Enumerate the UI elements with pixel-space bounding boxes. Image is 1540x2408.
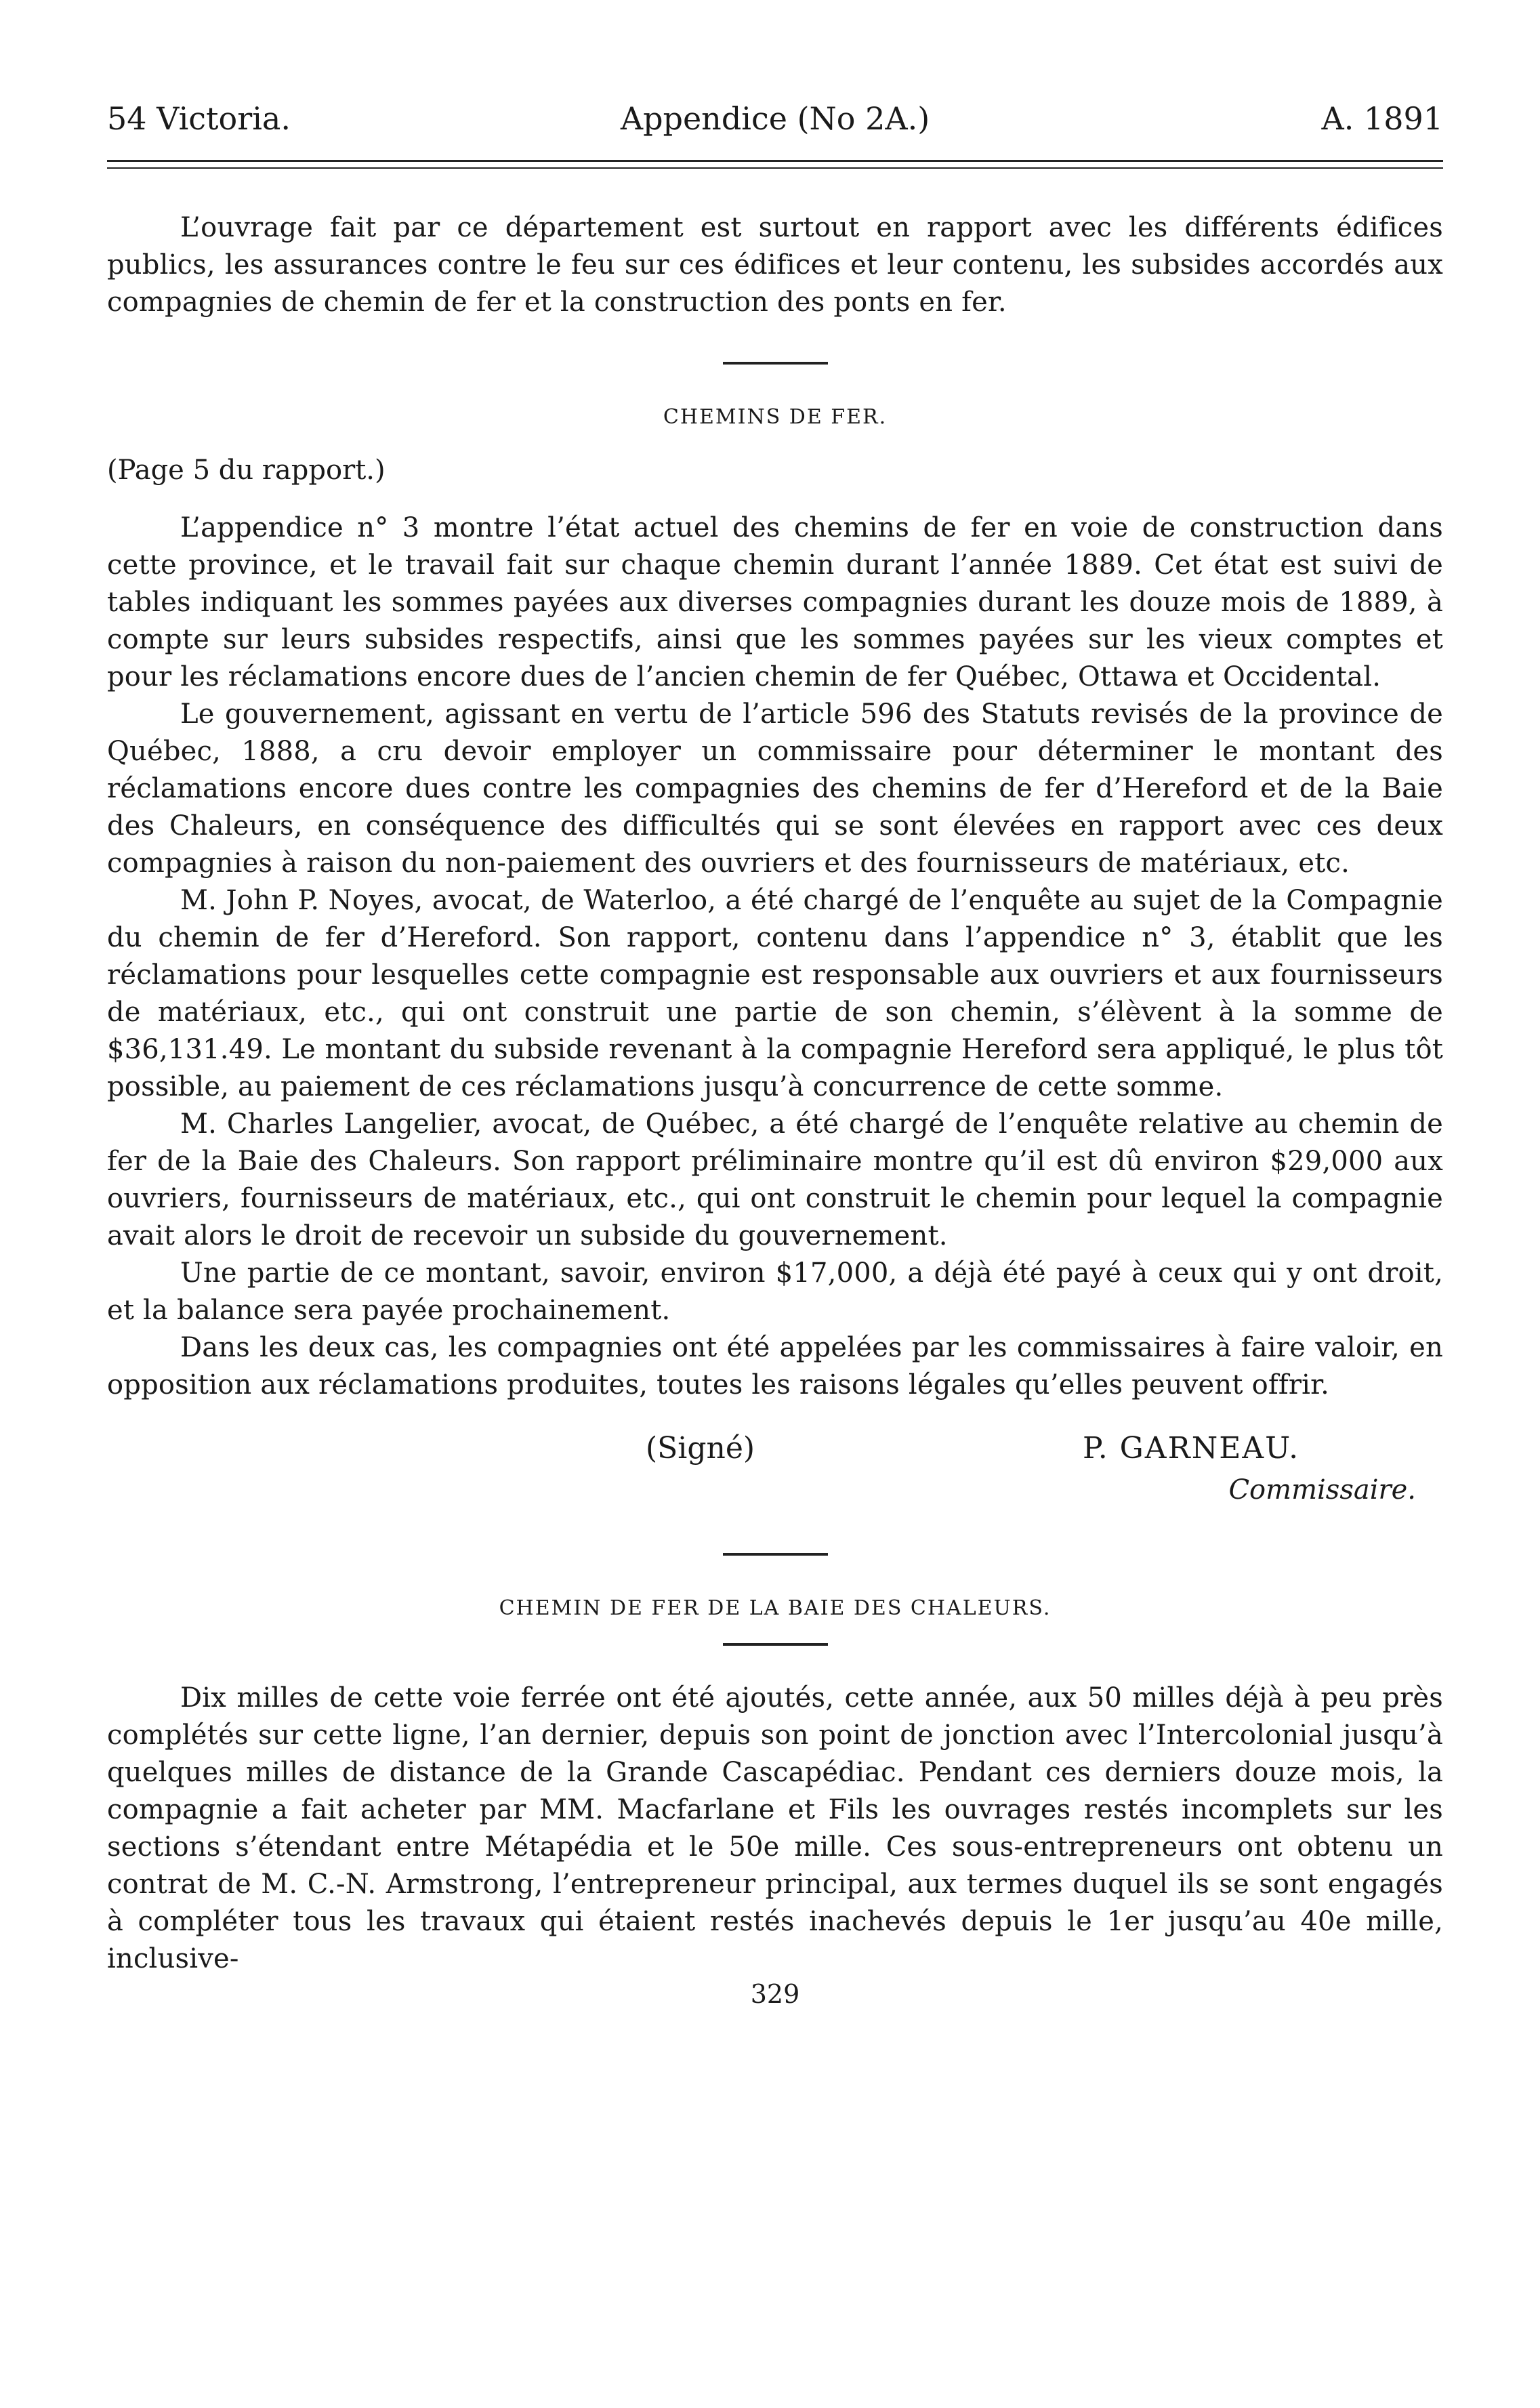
header-appendix: Appendice (No 2A.) xyxy=(620,100,930,137)
header-year: A. 1891 xyxy=(1321,100,1443,137)
body-paragraph: M. Charles Langelier, avocat, de Québec, a été chargé de l’enquête relative au chemin de fer de la Baie des Chaleurs. Son rapport préliminaire montre qu’il est dû environ $29,000 aux ouvriers, fournisseurs de matériaux, etc., qui ont construit le chemin pour lequel la compagnie avait alors le droit de recevoir un subside du gouvernement. xyxy=(107,1108,1443,1251)
section-divider xyxy=(723,1643,828,1646)
page-reference: (Page 5 du rapport.) xyxy=(107,455,386,486)
body-paragraph: Une partie de ce montant, savoir, environ $17,000, a déjà été payé à ceux qui y ont droit, et la balance sera payée prochainement. xyxy=(107,1258,1443,1326)
document-page xyxy=(107,81,1443,2009)
intro-paragraph: L’ouvrage fait par ce département est surtout en rapport avec les différents édifices publics, les assurances contre le feu sur ces édifices et leur contenu, les subsides accordés aux compagnies de chemin de fer et la construction des ponts en fer. xyxy=(107,212,1443,318)
body-paragraph: L’appendice n° 3 montre l’état actuel des chemins de fer en voie de construction dans cette province, et le travail fait sur chaque chemin durant l’année 1889. Cet état est suivi de tables indiquant les sommes payées aux diverses compagnies durant les douze mois de 1889, à compte sur leurs subsides respectifs, ainsi que les sommes payées sur les vieux comptes et pour les réclamations encore dues de l’ancien chemin de fer Québec, Ottawa et Occidental. xyxy=(107,512,1443,692)
page-number: 329 xyxy=(750,1979,800,2009)
body-paragraph: Dans les deux cas, les compagnies ont été appelées par les commissaires à faire valoir, en opposition aux réclamations produites, toutes les raisons légales qu’elles peuvent offrir. xyxy=(107,1332,1443,1400)
signature-name: P. GARNEAU. xyxy=(1083,1431,1300,1466)
body-paragraph: Dix milles de cette voie ferrée ont été ajoutés, cette année, aux 50 milles déjà à peu près complétés sur cette ligne, l’an dernier, depuis son point de jonction avec l’Intercolonial jusqu’à quelques milles de distance de la Grande Cascapédiac. Pendant ces derniers douze mois, la compagnie a fait acheter par MM. Macfarlane et Fils les ouvrages restés incomplets sur les sections s’étendant entre Métapédia et le 50e mille. Ces sous-entrepreneurs ont obtenu un contrat de M. C.-N. Armstrong, l’entrepreneur principal, aux termes duquel ils se sont engagés à compléter tous les travaux qui étaient restés inachevés depuis le 1er jusqu’au 40e mille, inclusive- xyxy=(107,1682,1443,1974)
body-paragraph: Le gouvernement, agissant en vertu de l’article 596 des Statuts revisés de la province de Québec, 1888, a cru devoir employer un commissaire pour déterminer le montant des réclamations encore dues contre les compagnies des chemins de fer d’Hereford et de la Baie des Chaleurs, en conséquence des difficultés qui se sont élevées en rapport avec ces deux compagnies à raison du non-paiement des ouvriers et des fournisseurs de matériaux, etc. xyxy=(107,699,1443,879)
body-paragraph: M. John P. Noyes, avocat, de Waterloo, a été chargé de l’enquête au sujet de la Compagnie du chemin de fer d’Hereford. Son rapport, contenu dans l’appendice n° 3, établit que les réclamations pour lesquelles cette compagnie est responsable aux ouvriers et aux fournisseurs de matériaux, etc., qui ont construit une partie de son chemin, s’élèvent à la somme de $36,131.49. Le montant du subside revenant à la compagnie Hereford sera appliqué, le plus tôt possible, au paiement de ces réclamations jusqu’à concurrence de cette somme. xyxy=(107,885,1443,1102)
running-header xyxy=(107,81,1443,156)
signature-title: Commissaire. xyxy=(1228,1474,1416,1506)
header-volume: 54 Victoria. xyxy=(107,100,291,137)
section-title-baie-des-chaleurs: CHEMIN DE FER DE LA BAIE DES CHALEURS. xyxy=(499,1596,1052,1620)
section-title-chemins-de-fer: CHEMINS DE FER. xyxy=(663,405,888,429)
section-divider xyxy=(723,362,828,365)
signature-label: (Signé) xyxy=(646,1431,755,1466)
signature-block xyxy=(107,1431,1443,1533)
header-double-rule xyxy=(107,160,1443,169)
section-divider xyxy=(723,1553,828,1556)
